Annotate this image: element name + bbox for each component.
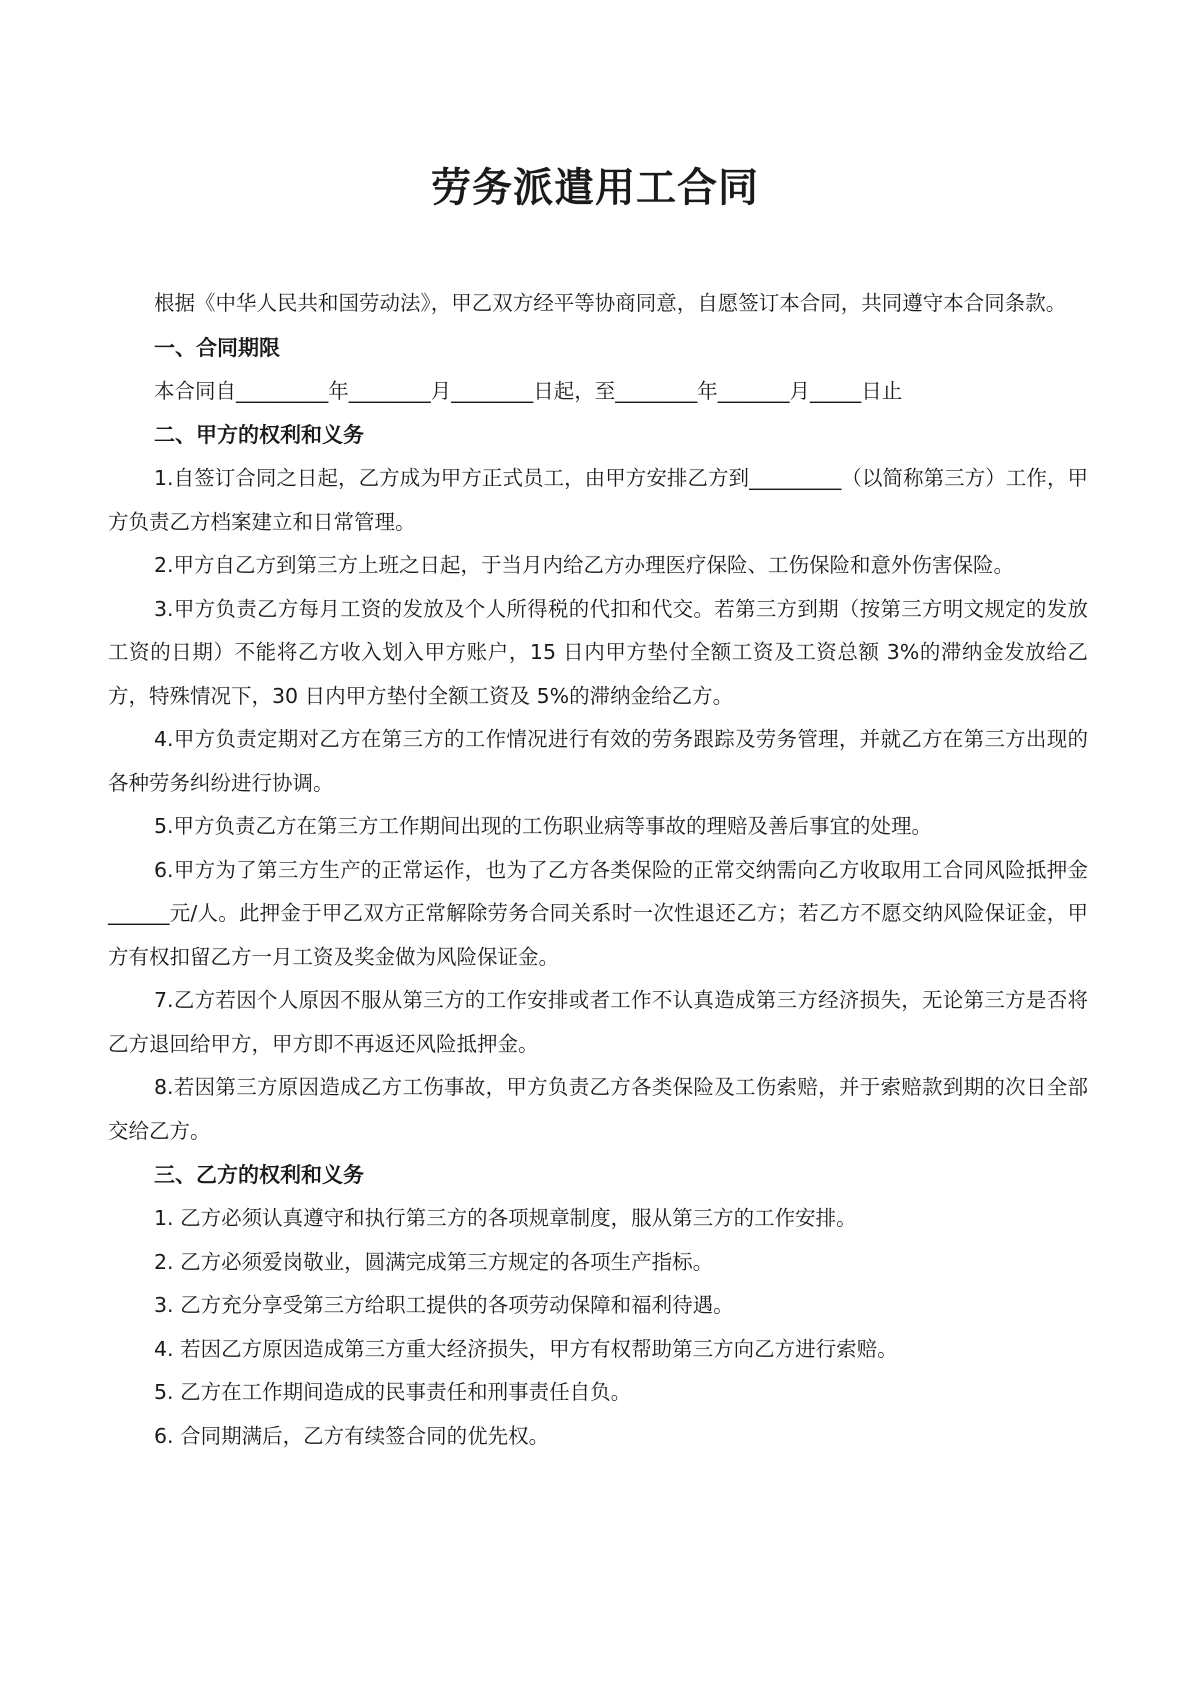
section-heading-term: 一、合同期限 <box>154 335 280 360</box>
party-a-clause-8: 8.若因第三方原因造成乙方工伤事故，甲方负责乙方各类保险及工伤索赔，并于索赔款到期的次日全部交给乙方。 <box>108 1075 1088 1143</box>
party-b-clause-6: 6. 合同期满后，乙方有续签合同的优先权。 <box>154 1423 550 1448</box>
section-heading-party-a: 二、甲方的权利和义务 <box>154 423 364 447</box>
party-a-clause-6: 6.甲方为了第三方生产的正常运作，也为了乙方各类保险的正常交纳需向乙方收取用工合同风险抵押金______元/人。此押金于甲乙双方正常解除劳务合同关系时一次性退还乙方；若乙方不愿交纳风险保证金，甲方有权扣留乙方一月工资及奖金做为风险保证金。 <box>108 857 1088 969</box>
document-title: 劳务派遣用工合同 <box>431 165 759 211</box>
party-a-clause-7: 7.乙方若因个人原因不服从第三方的工作安排或者工作不认真造成第三方经济损失，无论第三方是否将乙方退回给甲方，甲方即不再返还风险抵押金。 <box>108 988 1088 1056</box>
section-heading-party-b: 三、乙方的权利和义务 <box>154 1163 364 1187</box>
party-a-clause-2: 2.甲方自乙方到第三方上班之日起，于当月内给乙方办理医疗保险、工伤保险和意外伤害保险。 <box>154 553 1015 577</box>
party-b-clause-4: 4. 若因乙方原因造成第三方重大经济损失，甲方有权帮助第三方向乙方进行索赔。 <box>154 1336 898 1361</box>
document-body <box>108 282 1088 1458</box>
term-paragraph: 本合同自_________年________月________日起，至________年_______月_____日止 <box>154 378 903 403</box>
intro-paragraph: 根据《中华人民共和国劳动法》，甲乙双方经平等协商同意，自愿签订本合同，共同遵守本合同条款。 <box>154 291 1067 315</box>
party-a-clause-1: 1.自签订合同之日起，乙方成为甲方正式员工，由甲方安排乙方到_________（以简称第三方）工作，甲方负责乙方档案建立和日常管理。 <box>108 466 1088 534</box>
party-b-clause-5: 5. 乙方在工作期间造成的民事责任和刑事责任自负。 <box>154 1380 632 1404</box>
party-b-clause-3: 3. 乙方充分享受第三方给职工提供的各项劳动保障和福利待遇。 <box>154 1293 734 1317</box>
party-b-clause-1: 1. 乙方必须认真遵守和执行第三方的各项规章制度，服从第三方的工作安排。 <box>154 1206 857 1230</box>
party-a-clause-3: 3.甲方负责乙方每月工资的发放及个人所得税的代扣和代交。若第三方到期（按第三方明文规定的发放工资的日期）不能将乙方收入划入甲方账户，15 日内甲方垫付全额工资及工资总额 3%的滞纳金发放给乙方，特殊情况下，30 日内甲方垫付全额工资及 5%的滞纳金给乙方。 <box>108 596 1088 708</box>
party-b-clause-2: 2. 乙方必须爱岗敬业，圆满完成第三方规定的各项生产指标。 <box>154 1249 714 1274</box>
party-a-clause-5: 5.甲方负责乙方在第三方工作期间出现的工伤职业病等事故的理赔及善后事宜的处理。 <box>154 814 933 838</box>
party-a-clause-4: 4.甲方负责定期对乙方在第三方的工作情况进行有效的劳务跟踪及劳务管理，并就乙方在第三方出现的各种劳务纠纷进行协调。 <box>108 727 1088 795</box>
